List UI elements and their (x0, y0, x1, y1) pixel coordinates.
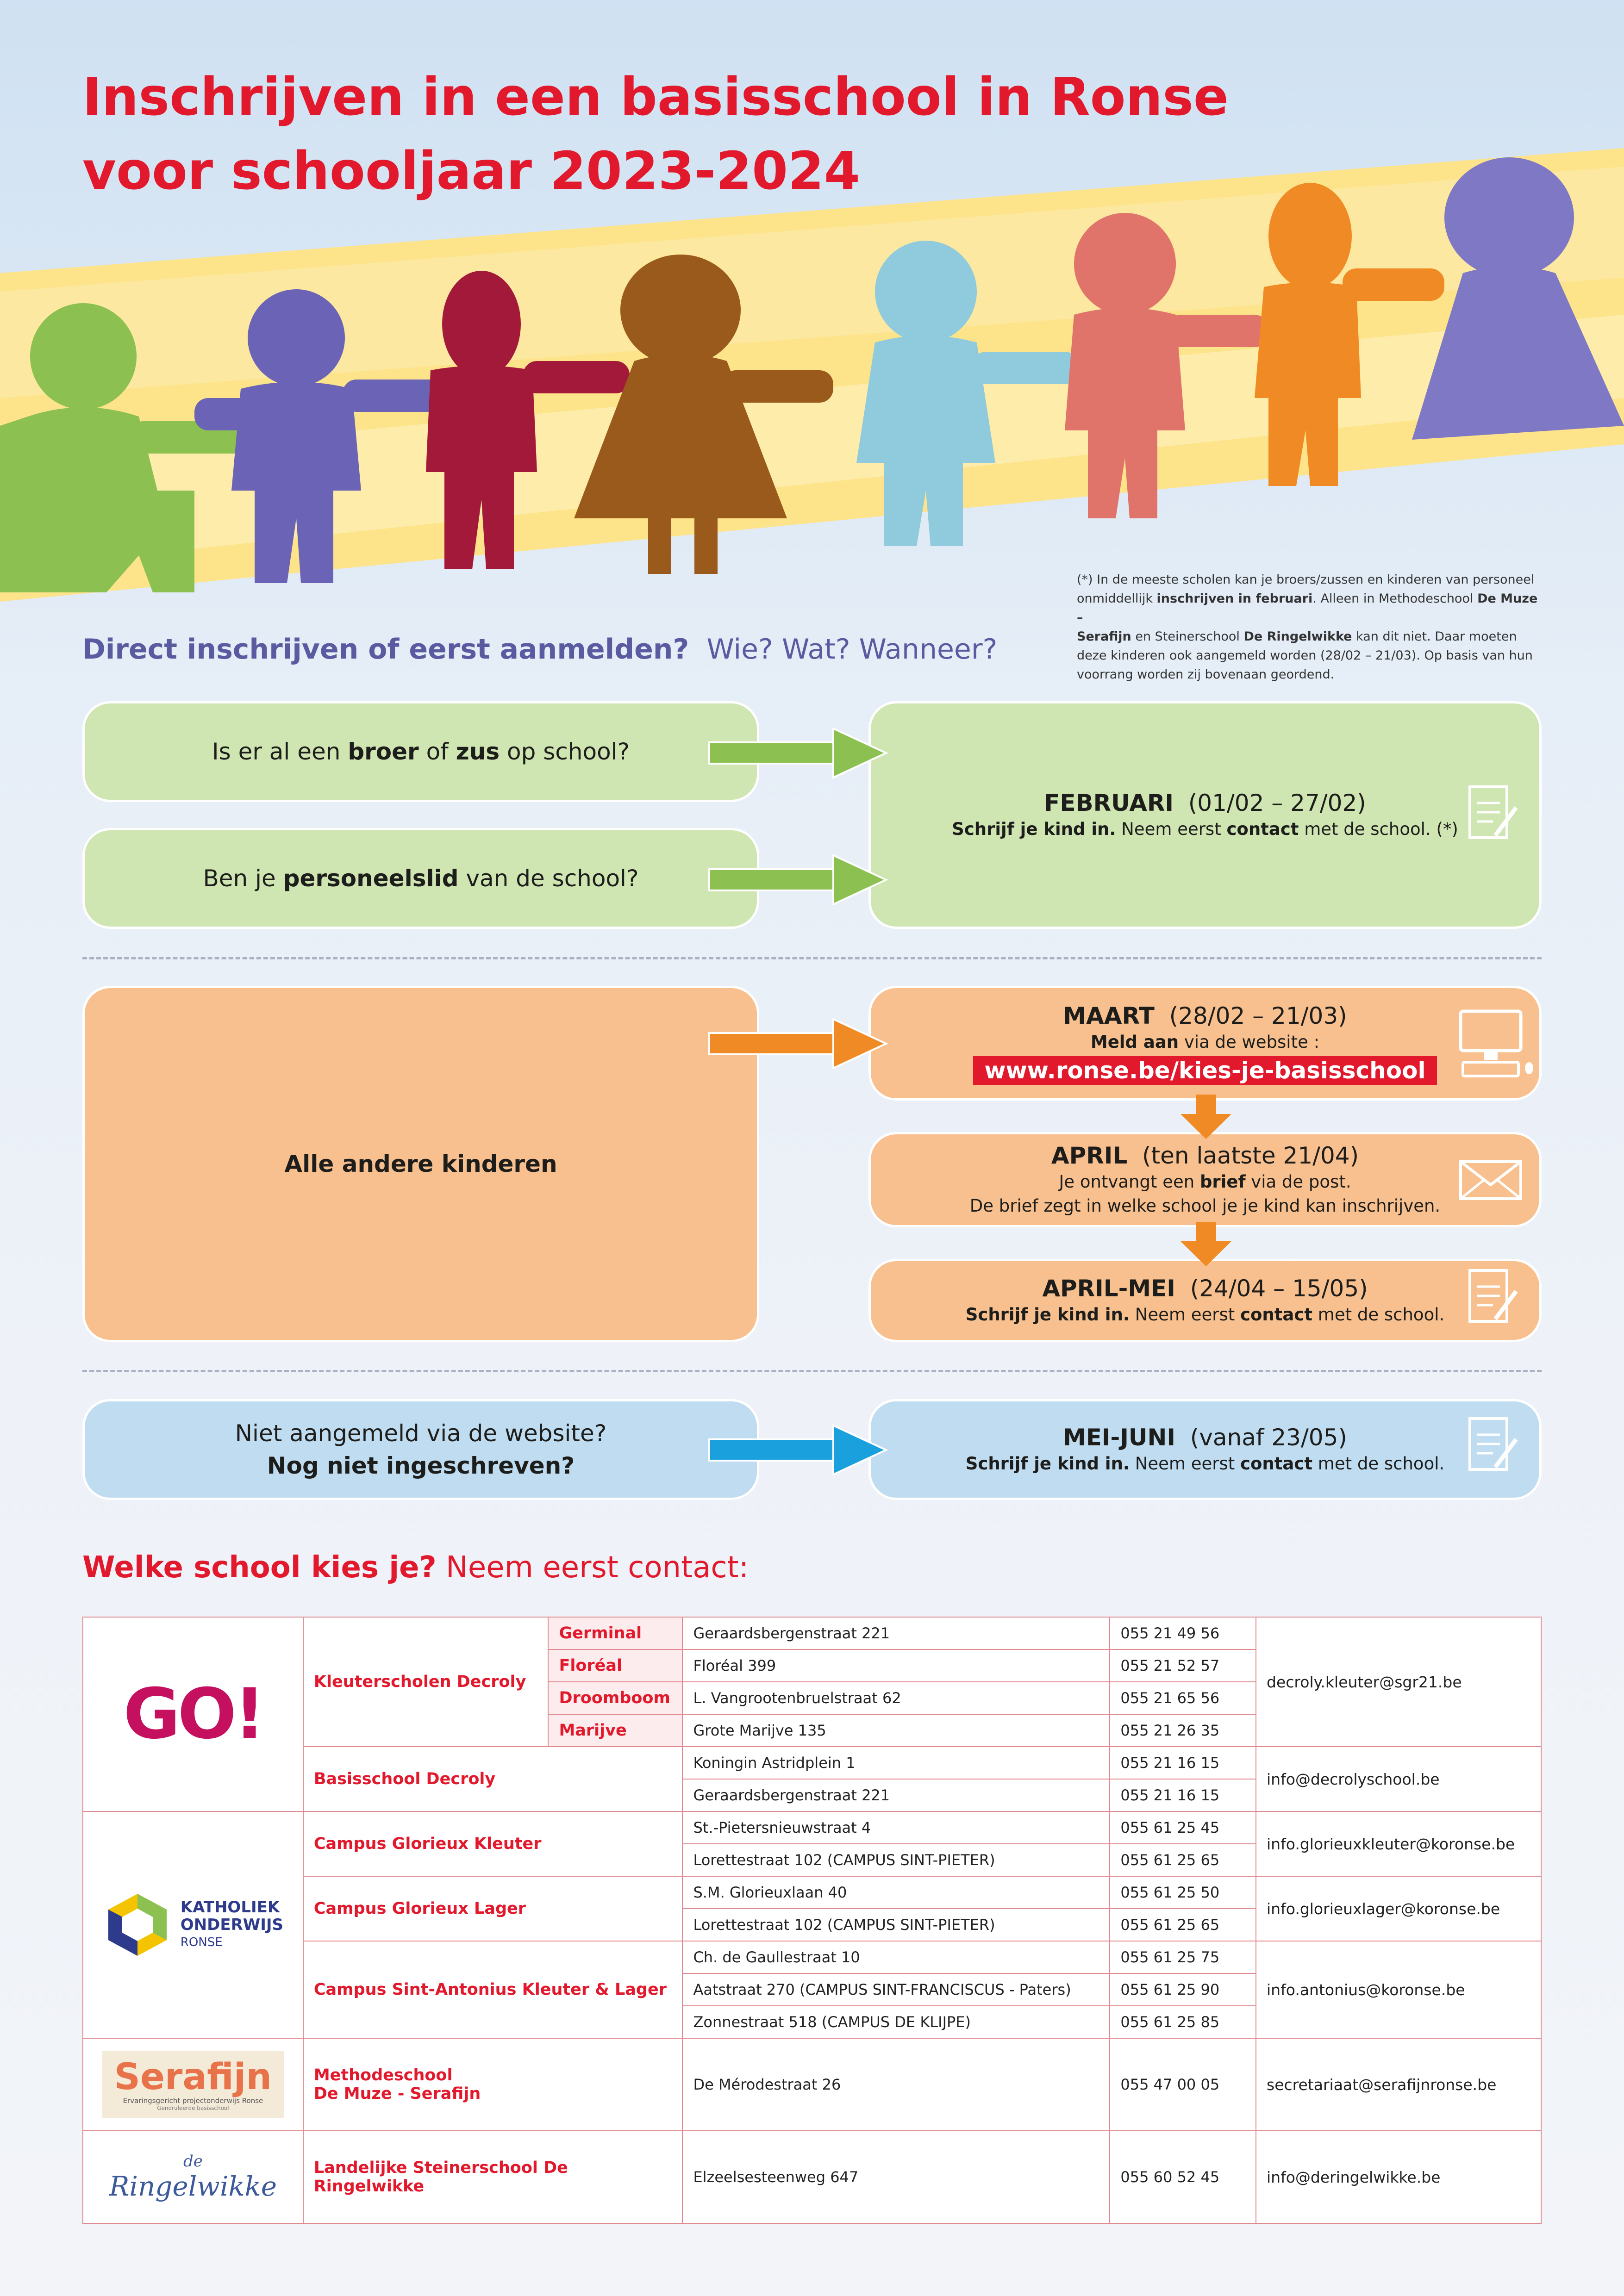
go-logo: GO! (83, 1617, 303, 1811)
ko-hexagon-icon (103, 1890, 172, 1960)
website-link[interactable]: www.ronse.be/kies-je-basisschool (973, 1056, 1437, 1085)
maart-box: MAART (28/02 – 21/03) Meld aan via de website : www.ronse.be/kies-je-basisschool (868, 986, 1542, 1101)
arrow-right-blue (708, 1425, 889, 1475)
children-banner (0, 139, 1624, 629)
computer-icon (1456, 1009, 1535, 1078)
question-broer-zus: Is er al een broer of zus op school? (82, 701, 759, 802)
arrow-right-green-1 (708, 728, 889, 778)
table-row: de Ringelwikke Landelijke Steinerschool De Ringelwikke Elzeelsesteenweg 647 055 60 52 45 info@deringelwikke.be (83, 2131, 1541, 2223)
question-personeelslid: Ben je personeelslid van de school? (82, 828, 759, 929)
divider-1 (82, 957, 1542, 959)
table-row: Campus Sint-Antonius Kleuter & Lager Ch. de Gaullestraat 10 055 61 25 75 info.antonius@koronse.be (83, 1941, 1541, 1973)
section-heading-wie-wat-wanneer: Direct inschrijven of eerst aanmelden? Wie? Wat? Wanneer? (82, 633, 998, 666)
table-row: Serafijn Ervaringsgericht projectonderwijs Ronse Gendruleerde basisschool Methodeschool De Muze - Serafijn De Mérodestraat 26 055 47 00 05 secretariaat@serafijnronse.be (83, 2038, 1541, 2131)
table-row: Aatstraat 270 (CAMPUS SINT-FRANCISCUS - Paters) 055 61 25 90 (83, 1973, 1541, 2006)
email[interactable]: info@decrolyschool.be (1256, 1747, 1541, 1811)
februari-box: FEBRUARI (01/02 – 27/02) Schrijf je kind in. Neem eerst contact met de school. (*) (868, 701, 1542, 929)
table-row: Lorettestraat 102 (CAMPUS SINT-PIETER) 055 61 25 65 (83, 1844, 1541, 1876)
others-box: Alle andere kinderen (82, 986, 759, 1342)
form-pen-icon (1468, 784, 1518, 845)
katholiek-onderwijs-logo: KATHOLIEK ONDERWIJS RONSE (83, 1811, 303, 2038)
table-row: Lorettestraat 102 (CAMPUS SINT-PIETER) 055 61 25 65 (83, 1909, 1541, 1941)
section-heading-welke-school: Welke school kies je? Neem eerst contact: (82, 1550, 749, 1585)
schools-table (82, 1617, 1542, 2224)
question-niet-aangemeld: Niet aangemeld via de website? Nog niet ingeschreven? (82, 1399, 759, 1500)
footnote: (*) In de meeste scholen kan je broers/zussen en kinderen van personeel onmiddellijk inschrijven in februari. Alleen in Methodeschool De Muze – Serafijn en Steinerschool De Ringelwikke kan dit niet. Daar moeten deze kinderen ook aangemeld worden (28/02 – 21/03). Op basis van hun voorrang worden zij bovenaan geordend. (1077, 572, 1538, 682)
aprilmei-box: APRIL-MEI (24/04 – 15/05) Schrijf je kind in. Neem eerst contact met de school. (868, 1259, 1542, 1342)
table-row: Campus Glorieux Lager S.M. Glorieuxlaan 40 055 61 25 50 info.glorieuxlager@koronse.be (83, 1876, 1541, 1909)
table-row: Zonnestraat 518 (CAMPUS DE KLIJPE) 055 61 25 85 (83, 2006, 1541, 2038)
table-row: Marijve Grote Marijve 135 055 21 26 35 (83, 1714, 1541, 1747)
arrow-right-orange (708, 1018, 889, 1069)
divider-2 (82, 1370, 1542, 1372)
arrow-right-green-2 (708, 854, 889, 905)
arrow-down-orange-1 (1178, 1095, 1234, 1141)
email[interactable]: decroly.kleuter@sgr21.be (1256, 1617, 1541, 1747)
table-row: Floréal Floréal 399 055 21 52 57 (83, 1649, 1541, 1682)
table-row: KATHOLIEK ONDERWIJS RONSE Campus Glorieux Kleuter St.-Pietersnieuwstraat 4 055 61 25 45 info.glorieuxkleuter@koronse.be (83, 1811, 1541, 1844)
table-row: Droomboom L. Vangrootenbruelstraat 62 055 21 65 56 (83, 1682, 1541, 1714)
table-row: Geraardsbergenstraat 221 055 21 16 15 (83, 1779, 1541, 1811)
table-row: Basisschool Decroly Koningin Astridplein 1 055 21 16 15 info@decrolyschool.be (83, 1747, 1541, 1779)
email[interactable]: info.glorieuxkleuter@koronse.be (1256, 1811, 1541, 1876)
email[interactable]: info@deringelwikke.be (1256, 2131, 1541, 2223)
form-pen-icon (1468, 1416, 1518, 1476)
form-pen-icon (1468, 1268, 1518, 1328)
table-row: GO! Kleuterscholen Decroly Germinal Geraardsbergenstraat 221 055 21 49 56 decroly.kleuter@sgr21.be (83, 1617, 1541, 1649)
page-title: Inschrijven in een basisschool in Ronse voor schooljaar 2023-2024 (82, 67, 1229, 201)
serafijn-logo: Serafijn Ervaringsgericht projectonderwijs Ronse Gendruleerde basisschool (83, 2038, 303, 2131)
arrow-down-orange-2 (1178, 1222, 1234, 1268)
email[interactable]: info.antonius@koronse.be (1256, 1941, 1541, 2038)
ringelwikke-logo: de Ringelwikke (83, 2131, 303, 2223)
april-box: APRIL (ten laatste 21/04) Je ontvangt een brief via de post. De brief zegt in welke school je je kind kan inschrijven. (868, 1132, 1542, 1227)
email[interactable]: secretariaat@serafijnronse.be (1256, 2038, 1541, 2131)
meijuni-box: MEI-JUNI (vanaf 23/05) Schrijf je kind in. Neem eerst contact met de school. (868, 1399, 1542, 1500)
email[interactable]: info.glorieuxlager@koronse.be (1256, 1876, 1541, 1941)
envelope-icon (1458, 1159, 1523, 1201)
